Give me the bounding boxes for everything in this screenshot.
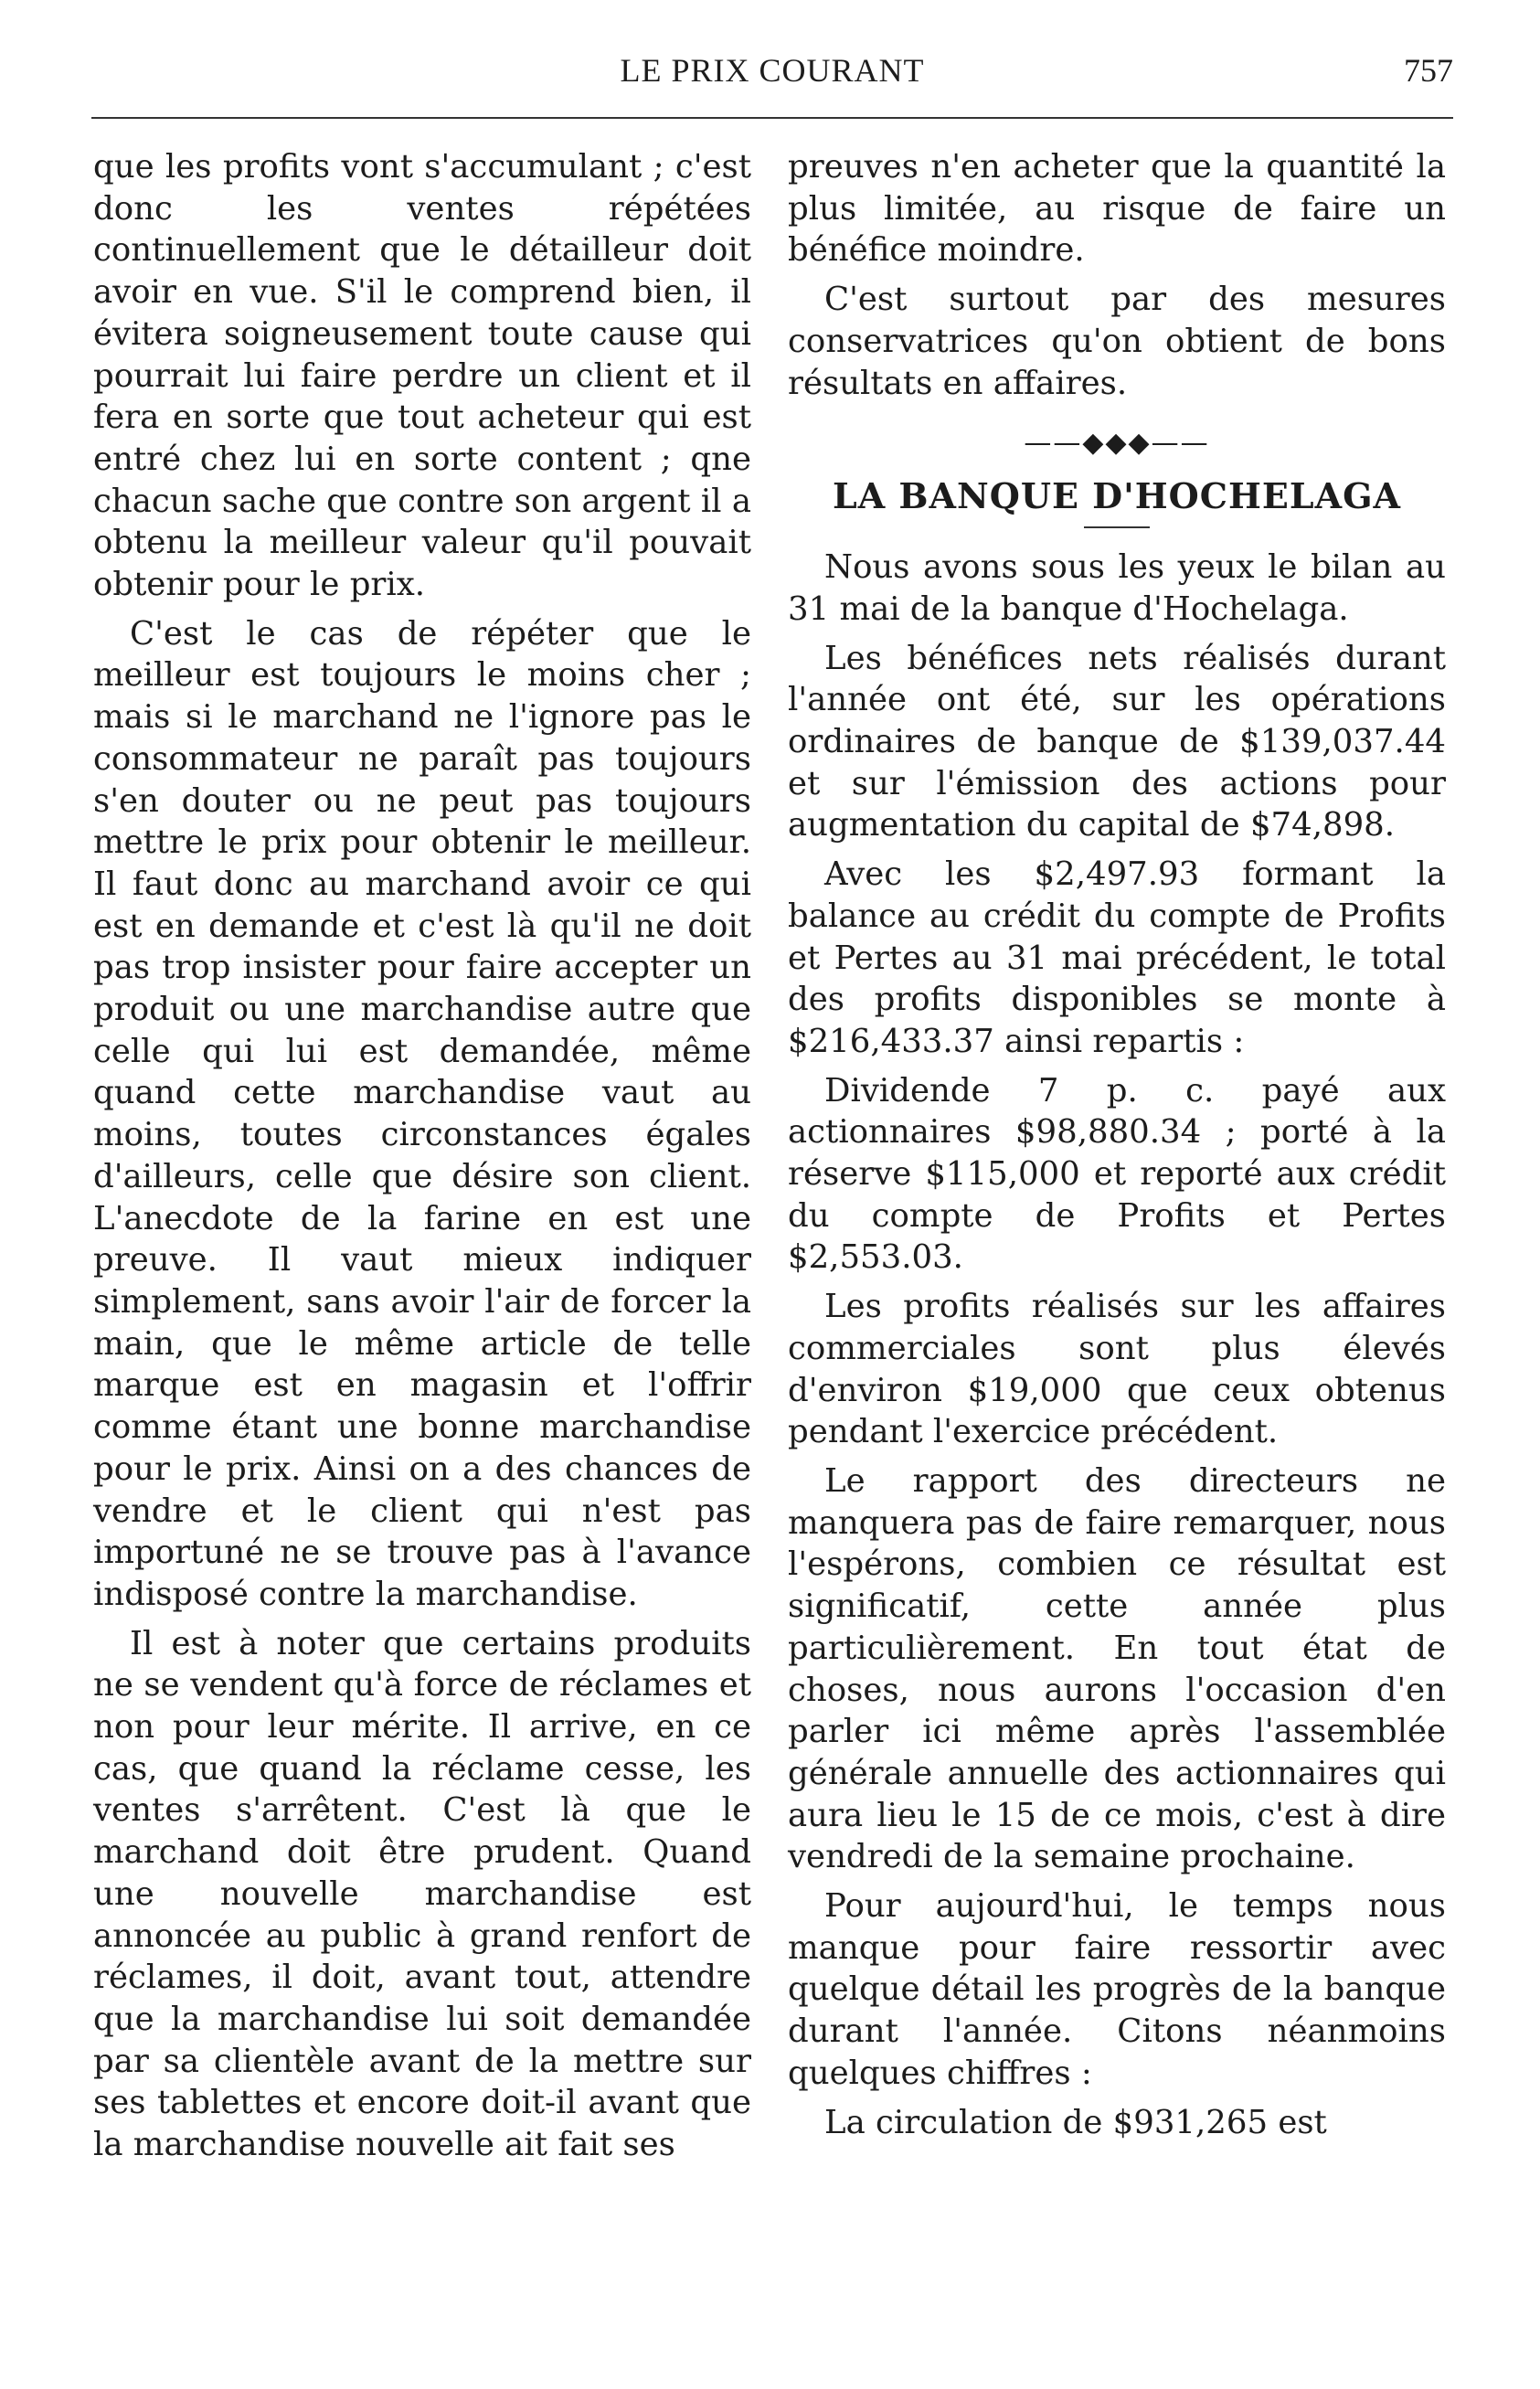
paragraph: que les profits vont s'accumulant ; c'est donc les ventes répétées continuellement que le détailleur doit avoir en vue. S'il le comprend bien, il évitera soigneusement toute cause qui pourrait lui faire perdre un client et il fera en sorte que tout acheteur qui est entré chez lui en sorte content ; qne chacun sache que contre son argent il a obtenu la meilleur valeur qu'il pouvait obtenir pour le prix. (93, 148, 751, 604)
left-column (93, 146, 751, 2173)
paragraph: Avec les $2,497.93 formant la balance au crédit du compte de Profits et Pertes au 31 mai précédent, le total des profits disponibles se monte à $216,433.37 ainsi repartis : (788, 855, 1446, 1060)
section-ornament: ——◆◆◆—— (1024, 427, 1210, 460)
paragraph: Le rapport des directeurs ne manquera pas de faire remarquer, nous l'espérons, combien ce résultat est significatif, cette année plus particulièrement. En tout état de choses, nous aurons l'occasion d'en parler ici même après l'assemblée générale annuelle des actionnaires qui aura lieu le 15 de ce mois, c'est à dire vendredi de la semaine prochaine. (788, 1461, 1446, 1876)
right-column (788, 146, 1446, 2150)
header-rule (91, 117, 1453, 119)
paragraph: Pour aujourd'hui, le temps nous manque pour faire ressortir avec quelque détail les progrès de la banque durant l'année. Citons néanmoins quelques chiffres : (788, 1887, 1446, 2092)
paragraph: La circulation de $931,265 est (824, 2103, 1327, 2141)
paragraph: Nous avons sous les yeux le bilan au 31 mai de la banque d'Hochelaga. (788, 548, 1446, 628)
running-head (91, 51, 1453, 106)
paragraph: C'est le cas de répéter que le meilleur est toujours le moins cher ; mais si le marchand ne l'ignore pas le consommateur ne paraît pas toujours s'en douter ou ne peut pas toujours mettre le prix pour obtenir le meilleur. Il faut donc au marchand avoir ce qui est en demande et c'est là qu'il ne doit pas trop insister pour faire accepter un produit ou une marchandise autre que celle qui lui est demandée, même quand cette marchandise vaut au moins, toutes circonstances égales d'ailleurs, celle que désire son client. L'anecdote de la farine en est une preuve. Il vaut mieux indiquer simplement, sans avoir l'air de forcer la main, que le même article de telle marque est en magasin et l'offrir comme étant une bonne marchandise pour le prix. Ainsi on a des chances de vendre et le client qui n'est pas importuné ne se trouve pas à l'avance indisposé contre la marchandise. (93, 614, 751, 1613)
paragraph: Les profits réalisés sur les affaires commerciales sont plus élevés d'environ $19,000 que ceux obtenus pendant l'exercice précédent. (788, 1288, 1446, 1451)
paragraph: Il est à noter que certains produits ne se vendent qu'à force de réclames et non pour leur mérite. Il arrive, en ce cas, que quand la réclame cesse, les ventes s'arrêtent. C'est là que le marchand doit être prudent. Quand une nouvelle marchandise est annoncée au public à grand renfort de réclames, il doit, avant tout, attendre que la marchandise lui soit demandée par sa clientèle avant de la mettre sur ses tablettes et encore doit-il avant que la marchandise nouvelle ait fait ses (93, 1624, 751, 2164)
section-title: LA BANQUE D'HOCHELAGA (832, 475, 1402, 517)
paragraph: preuves n'en acheter que la quantité la plus limitée, au risque de faire un bénéfice moindre. (788, 148, 1446, 270)
paragraph: C'est surtout par des mesures conservatrices qu'on obtient de bons résultats en affaires. (788, 281, 1446, 402)
page-number: 757 (1404, 52, 1453, 89)
title-rule (1084, 526, 1150, 528)
paragraph: Les bénéfices nets réalisés durant l'année ont été, sur les opérations ordinaires de banque de $139,037.44 et sur l'émission des actions pour augmentation du capital de $74,898. (788, 639, 1446, 844)
running-title: LE PRIX COURANT (620, 52, 925, 89)
paragraph: Dividende 7 p. c. payé aux actionnaires $98,880.34 ; porté à la réserve $115,000 et reporté aux crédit du compte de Profits et Pertes $2,553.03. (788, 1071, 1446, 1277)
